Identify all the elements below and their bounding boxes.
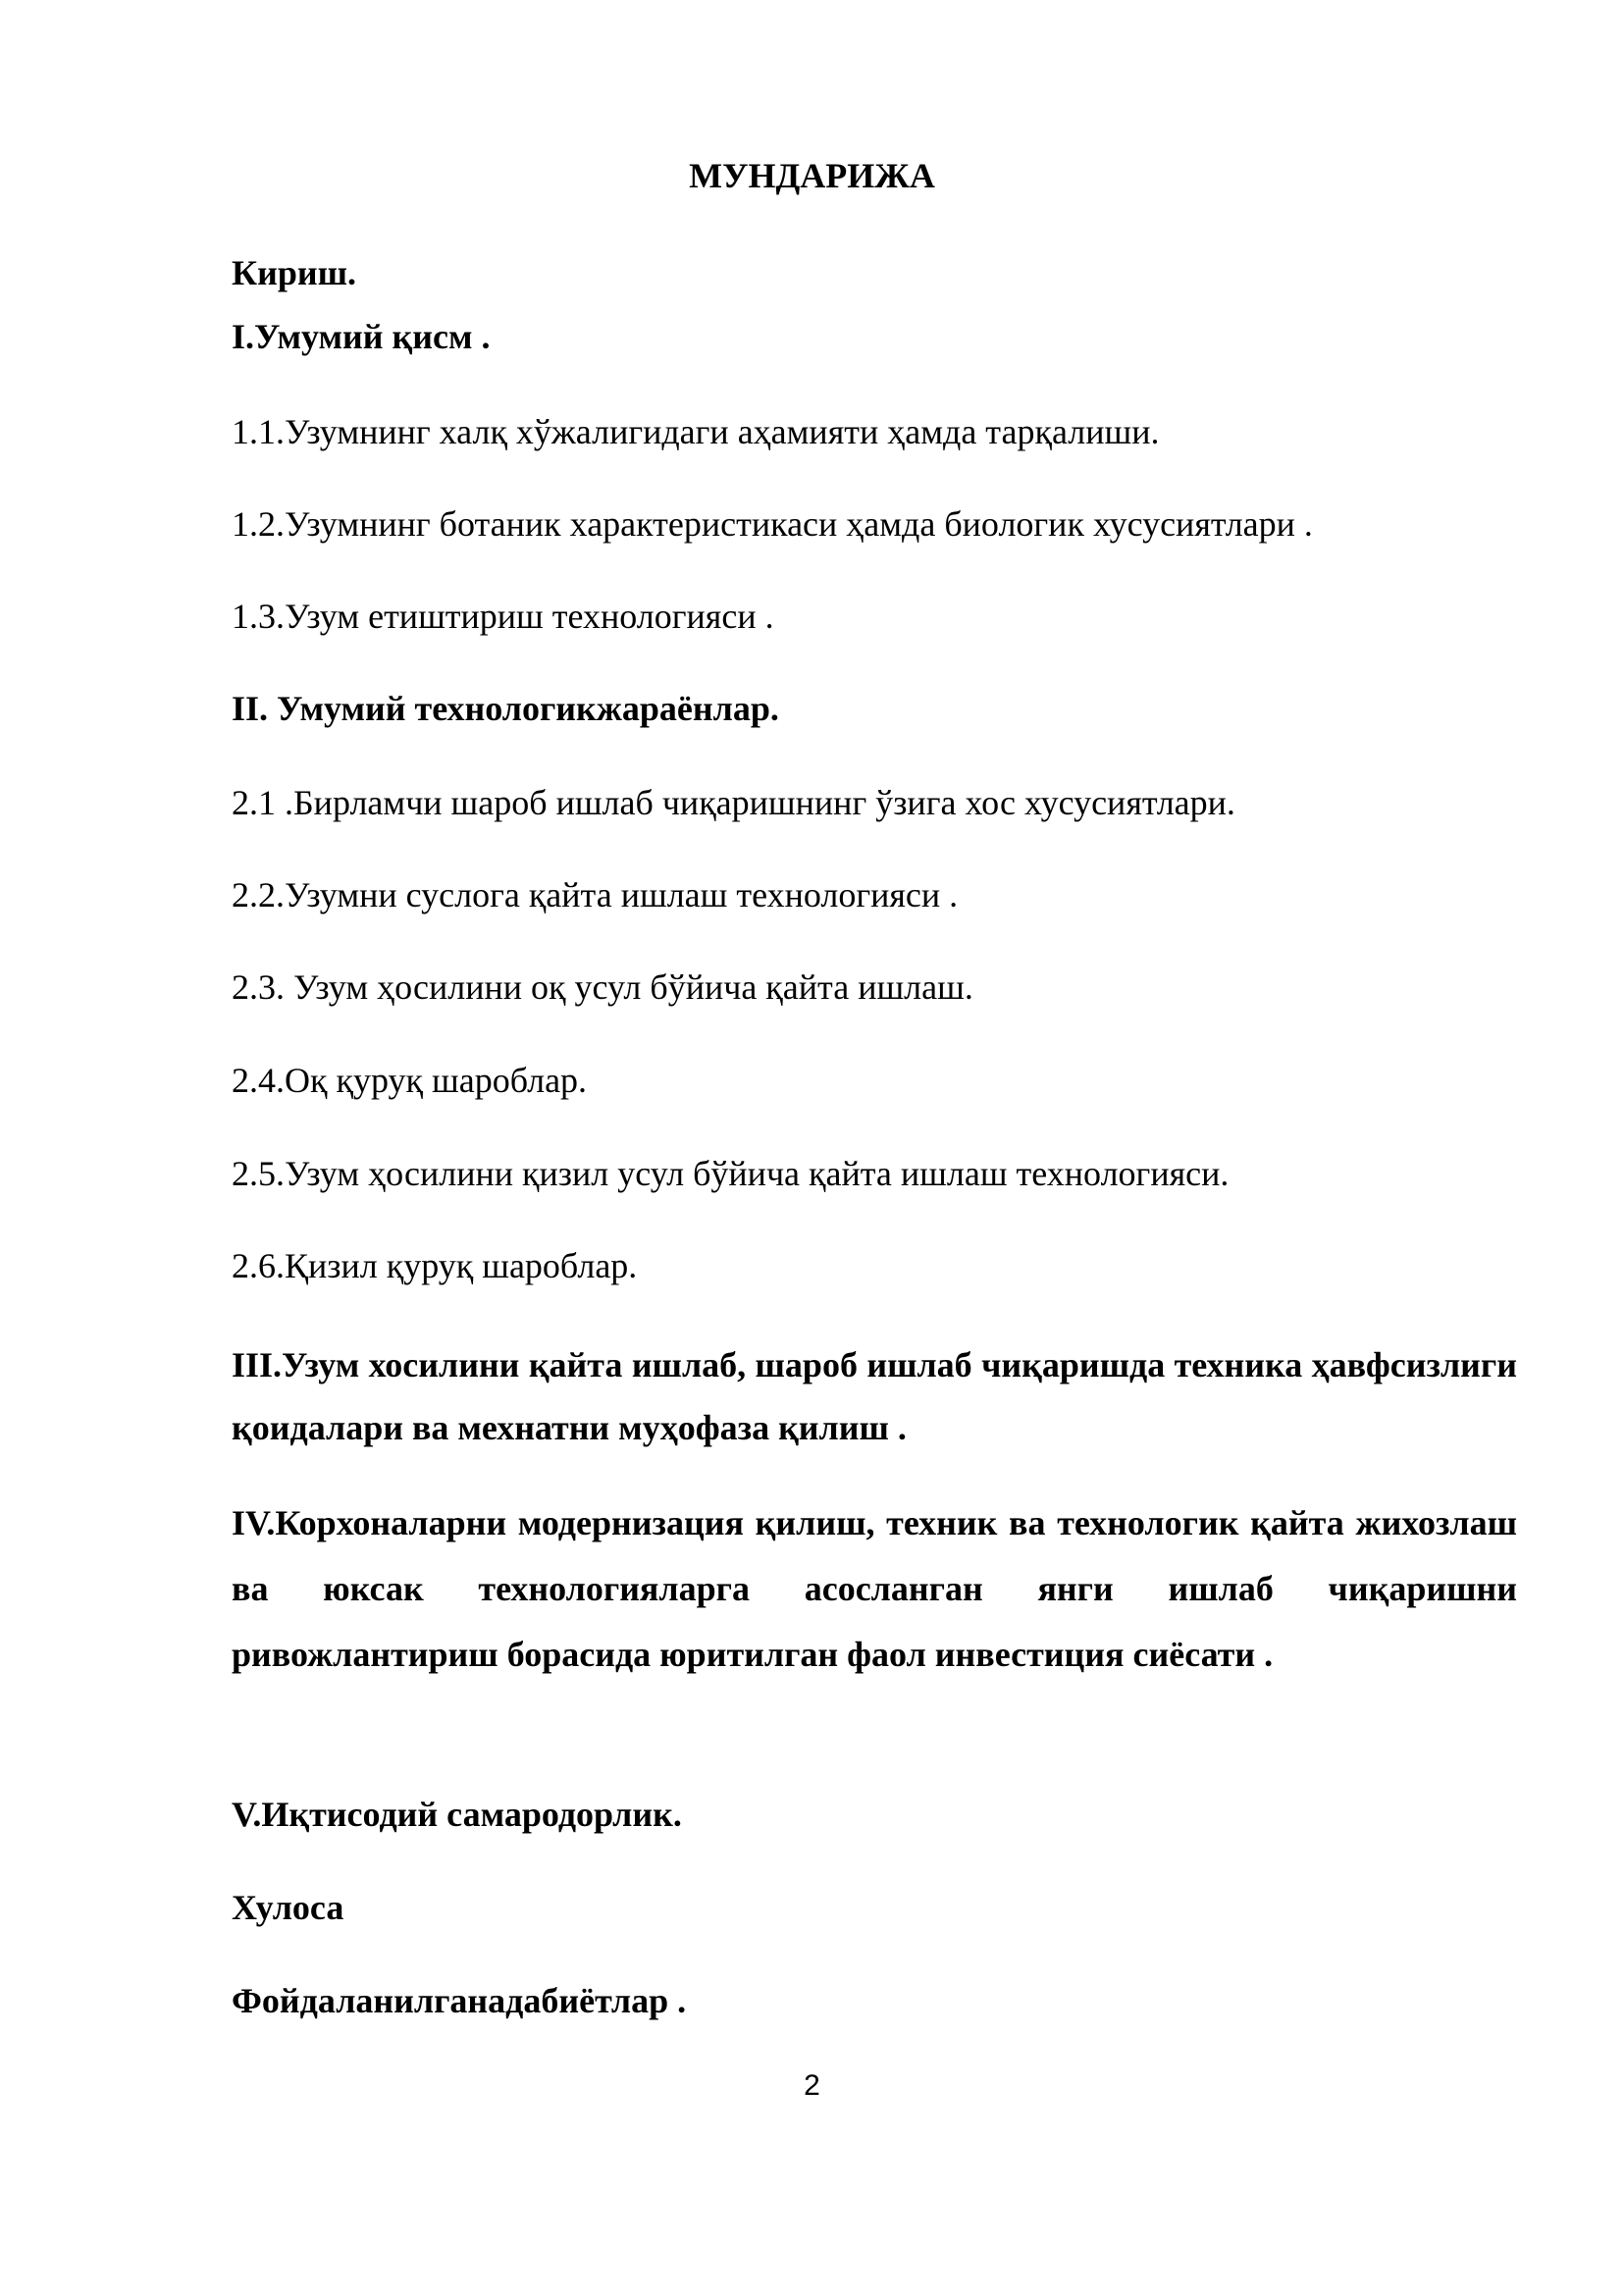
- toc-entry-2-2: 2.2.Узумни суслога қайта ишлаш технологияси .: [232, 875, 959, 914]
- toc-entry-section-4: IV.Корхоналарни модернизация қилиш, техник ва технологик қайта жихозлаш ва юксак технологияларга асосланган янги ишлаб чиқаришни ривожлантириш борасида юритилган фаол инвестиция сиёсати .: [232, 1503, 1517, 1674]
- toc-entry-1-2: 1.2.Узумнинг ботаник характеристикаси ҳамда биологик хусусиятлари .: [232, 504, 1313, 544]
- toc-entry-2-4: 2.4.Оқ қуруқ шароблар.: [232, 1061, 588, 1100]
- page-number: 2: [804, 2069, 820, 2102]
- toc-entry-references: Фойдаланилганадабиётлар .: [232, 1981, 687, 2020]
- toc-entry-1-3: 1.3.Узум етиштириш технологияси .: [232, 597, 774, 636]
- page-title: МУНДАРИЖА: [689, 156, 935, 195]
- toc-entry-2-3: 2.3. Узум ҳосилини оқ усул бўйича қайта ишлаш.: [232, 967, 973, 1007]
- toc-entry-2-5: 2.5.Узум ҳосилини қизил усул бўйича қайта ишлаш технологияси.: [232, 1154, 1230, 1193]
- toc-entry-section-3: III.Узум хосилини қайта ишлаб, шароб ишлаб чиқаришда техника ҳавфсизлиги қоидалари ва мехнатни муҳофаза қилиш .: [232, 1345, 1517, 1447]
- toc-entry-1-1: 1.1.Узумнинг халқ хўжалигидаги аҳамияти ҳамда тарқалиши.: [232, 412, 1160, 451]
- toc-entry-section-1: I.Умумий қисм .: [232, 317, 491, 356]
- toc-entry-2-6: 2.6.Қизил қуруқ шароблар.: [232, 1246, 638, 1285]
- toc-entry-section-5: V.Иқтисодий самародорлик.: [232, 1795, 682, 1834]
- toc-entry-conclusion: Хулоса: [232, 1888, 344, 1927]
- toc-entry-introduction: Кириш.: [232, 253, 357, 292]
- toc-entry-2-1: 2.1 .Бирламчи шароб ишлаб чиқаришнинг ўзига хос хусусиятлари.: [232, 783, 1235, 822]
- toc-entry-section-2: II. Умумий технологикжараёнлар.: [232, 689, 779, 728]
